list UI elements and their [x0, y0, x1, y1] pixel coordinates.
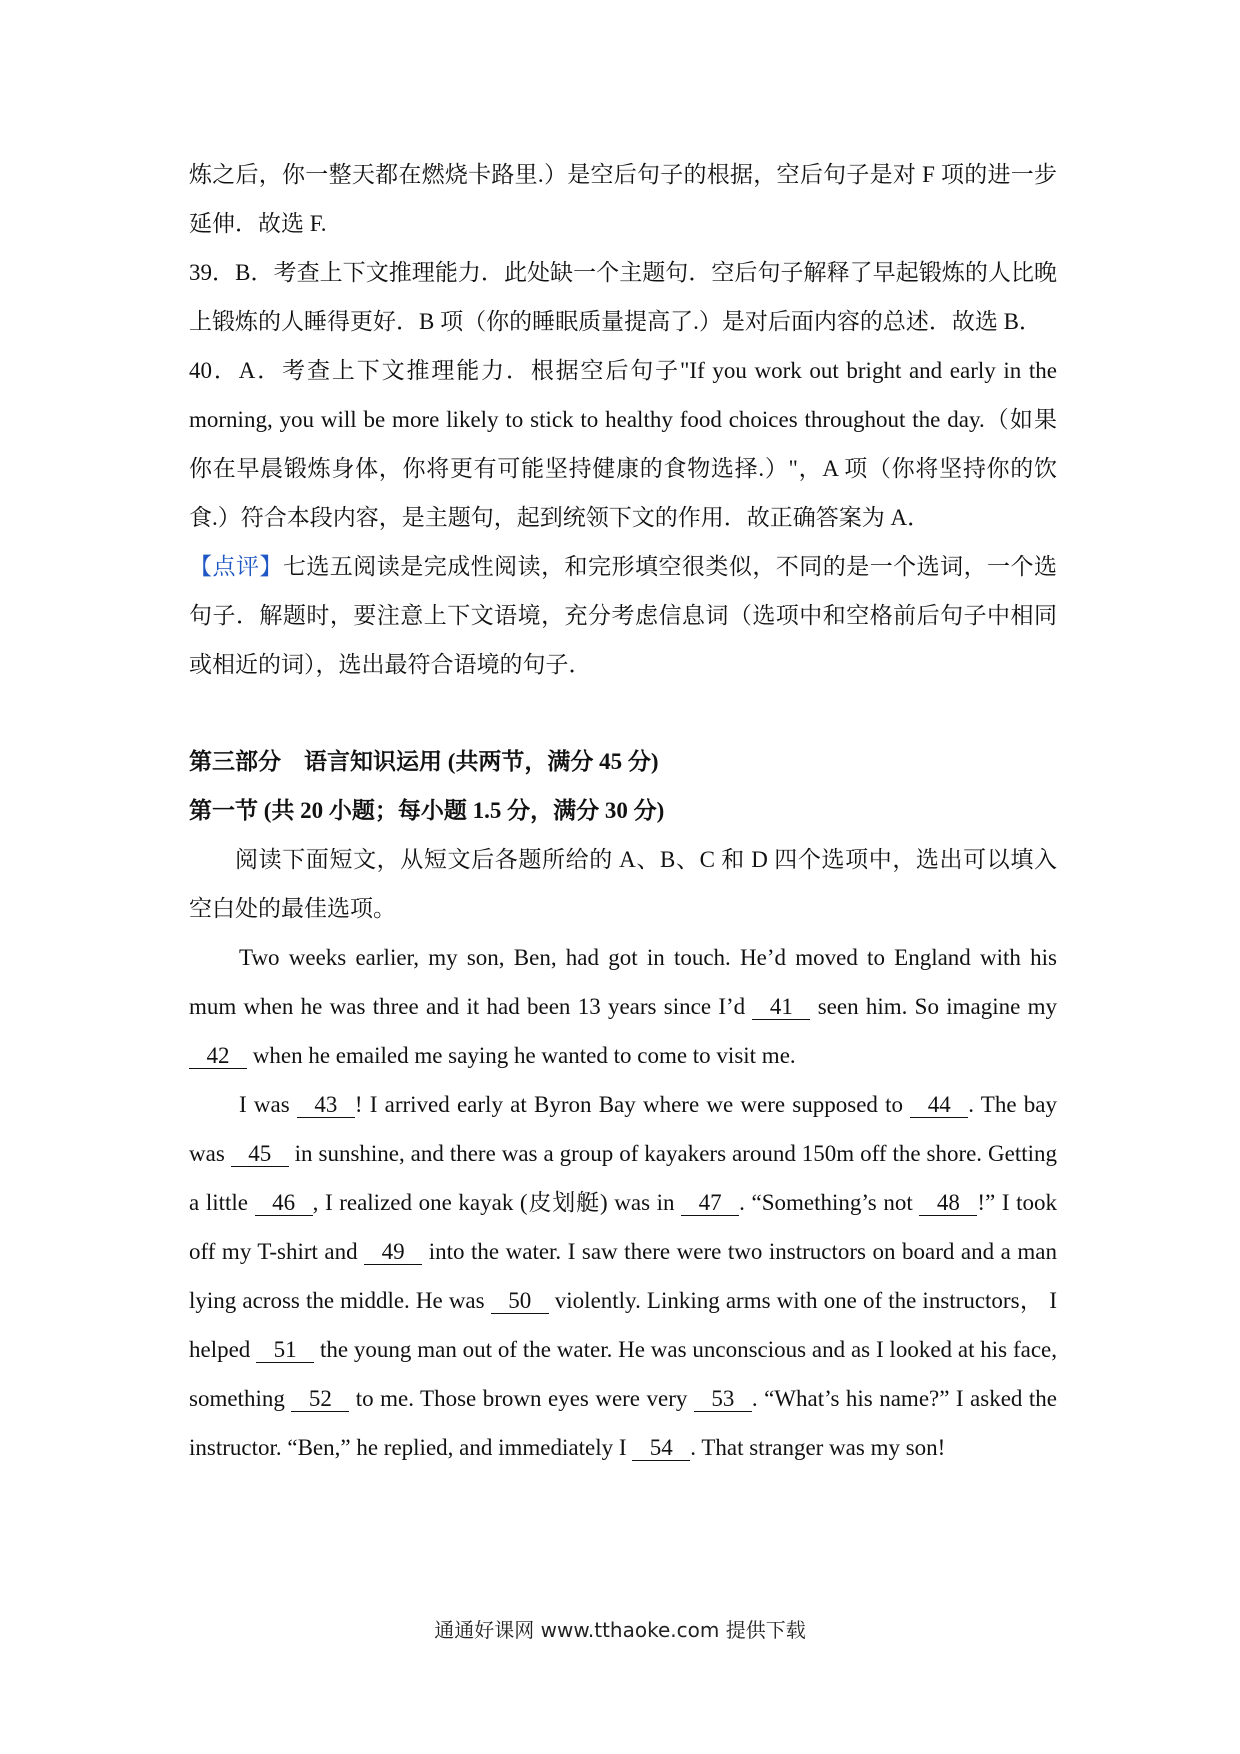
blank-41: 41 [752, 995, 810, 1020]
explanation-38-continued: 炼之后，你一整天都在燃烧卡路里.）是空后句子的根据，空后句子是对 F 项的进一步延伸．故选 F. [189, 162, 1057, 236]
passage-text: Two weeks earlier, my son, Ben, had got in touch. He’d moved to England with his mum when he was three and it had been 13 years since I’d [189, 945, 1057, 1019]
blank-49: 49 [364, 1240, 422, 1265]
explanation-39: 39．B．考查上下文推理能力．此处缺一个主题句．空后句子解释了早起锻炼的人比晚上锻炼的人睡得更好．B 项（你的睡眠质量提高了.）是对后面内容的总述．故选 B． [189, 260, 1057, 334]
blank-42: 42 [189, 1044, 247, 1069]
passage-text: . The bay was [189, 1092, 1057, 1166]
passage-text: . That stranger was my son! [690, 1435, 946, 1460]
blank-44: 44 [910, 1093, 968, 1118]
page-footer: 通通好课网 www.tthaoke.com 提供下载 [434, 1618, 806, 1642]
blank-47: 47 [681, 1191, 739, 1216]
passage-text: , I realized one kayak (皮划艇) was in [312, 1190, 682, 1215]
instruction: 阅读下面短文，从短文后各题所给的 A、B、C 和 D 四个选项中，选出可以填入空白处的最佳选项。 [189, 847, 1057, 921]
passage-text: to me. Those brown eyes were very [349, 1386, 694, 1411]
blank-54: 54 [632, 1436, 690, 1461]
passage-text: I was [239, 1092, 297, 1117]
passage-text: violently. Linking arms with one of the instructors， I helped [189, 1288, 1057, 1362]
passage-text: into the water. I saw there were two instructors on board and a man lying across the middle. He was [189, 1239, 1057, 1313]
blank-51: 51 [256, 1338, 314, 1363]
passage-text: . “Something’s not [739, 1190, 920, 1215]
blank-43: 43 [297, 1093, 355, 1118]
passage-text: seen him. So imagine my [810, 994, 1057, 1019]
passage-paragraph-2 [189, 1080, 1057, 1472]
passage-text: !” I took off my T-shirt and [189, 1190, 1057, 1264]
comment-paragraph [189, 542, 1057, 689]
part-title: 第三部分 语言知识运用 (共两节，满分 45 分) [189, 749, 659, 774]
explanation-40: 40．A．考查上下文推理能力．根据空后句子"If you work out bright and early in the morning, you will be more likely to stick to healthy food choices throughout the day.（如果你在早晨锻炼身体，你将更有可能坚持健康的食物选择.）"，A 项（你将坚持你的饮食.）符合本段内容，是主题句，起到统领下文的作用．故正确答案为 A． [189, 358, 1057, 530]
passage-text: in sunshine, and there was a group of kayakers around 150m off the shore. Getting a little [189, 1141, 1057, 1215]
blank-53: 53 [694, 1387, 752, 1412]
passage-text: ! I arrived early at Byron Bay where we were supposed to [354, 1092, 911, 1117]
blank-52: 52 [291, 1387, 349, 1412]
spacer [189, 689, 1057, 737]
blank-45: 45 [231, 1142, 289, 1167]
passage-paragraph-1 [189, 933, 1057, 1080]
comment-tag: 【点评】 [189, 554, 283, 579]
passage-text: when he emailed me saying he wanted to come to visit me. [247, 1043, 796, 1068]
comment-text: 七选五阅读是完成性阅读，和完形填空很类似，不同的是一个选词，一个选句子．解题时，要注意上下文语境，充分考虑信息词（选项中和空格前后句子中相同或相近的词），选出最符合语境的句子． [189, 554, 1058, 677]
passage-text: the young man out of the water. He was unconscious and as I looked at his face, something [189, 1337, 1057, 1411]
section-title: 第一节 (共 20 小题；每小题 1.5 分，满分 30 分) [189, 798, 665, 823]
blank-48: 48 [919, 1191, 977, 1216]
passage-text: . “What’s his name?” I asked the instructor. “Ben,” he replied, and immediately I [189, 1386, 1057, 1460]
blank-46: 46 [255, 1191, 313, 1216]
blank-50: 50 [491, 1289, 549, 1314]
document-body [189, 150, 1057, 1472]
